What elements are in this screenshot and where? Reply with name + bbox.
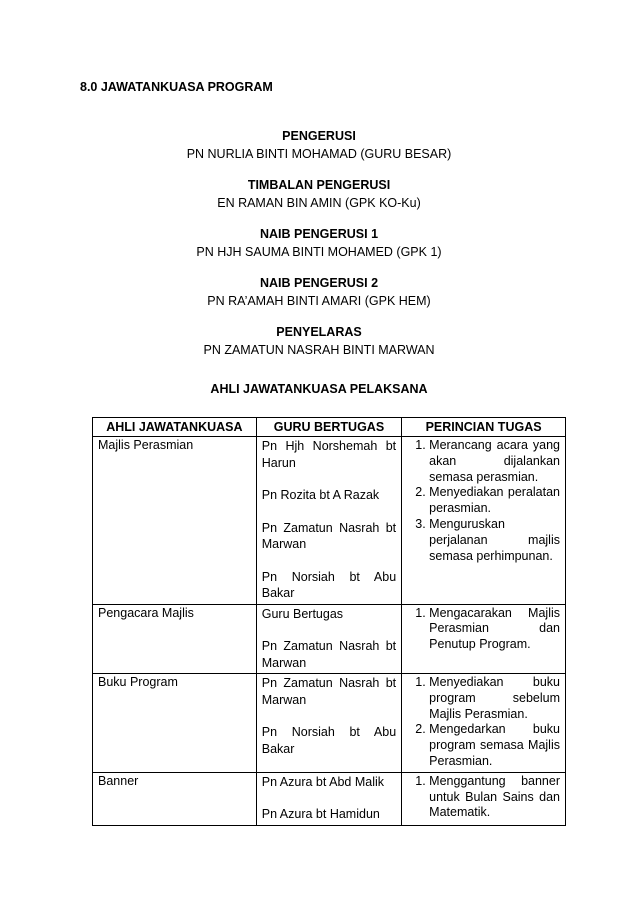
task-list: [407, 675, 560, 770]
committee-cell: Pengacara Majlis: [93, 604, 257, 674]
officer-name: PN HJH SAUMA BINTI MOHAMED (GPK 1): [196, 245, 442, 259]
table-header-row: [93, 418, 566, 437]
table-row: [93, 674, 566, 773]
officer-name: PN ZAMATUN NASRAH BINTI MARWAN: [203, 343, 435, 357]
teachers-cell: [256, 437, 401, 605]
teachers-cell: [256, 674, 401, 773]
column-header-tasks: PERINCIAN TUGAS: [402, 418, 566, 437]
teacher-name: Guru Bertugas: [261, 606, 344, 621]
teacher-name: Pn Hjh Norshemah bt Harun: [261, 439, 397, 470]
officer-role: PENGERUSI: [282, 129, 356, 143]
teacher-name: Pn Azura bt Abd Malik: [261, 774, 385, 789]
officer-role: PENYELARAS: [276, 325, 362, 339]
committee-cell: Buku Program: [93, 674, 257, 773]
committee-table: [92, 417, 566, 826]
teacher-name: Pn Zamatun Nasrah bt Marwan: [261, 639, 397, 670]
tasks-cell: [402, 674, 566, 773]
tasks-cell: [402, 772, 566, 825]
teacher-name: Pn Norsiah bt Abu Bakar: [261, 725, 397, 756]
teacher-name: Pn Rozita bt A Razak: [261, 488, 380, 502]
officer-name: EN RAMAN BIN AMIN (GPK KO-Ku): [217, 196, 421, 210]
table-row: [93, 772, 566, 825]
task-item: 2. Menyediakan peralatan perasmian.: [429, 485, 560, 517]
teacher-name: Pn Azura bt Hamidun: [261, 807, 380, 822]
task-list: [407, 774, 560, 821]
table-row: [93, 604, 566, 674]
officer-vice-chairman-2: [0, 274, 638, 310]
teacher-name: Pn Zamatun Nasrah bt Marwan: [261, 520, 397, 551]
task-item: 1. Menyediakan buku program sebelum Majlis Perasmian.: [429, 675, 560, 722]
teachers-cell: [256, 772, 401, 825]
section-title: 8.0 JAWATANKUASA PROGRAM: [80, 80, 273, 94]
task-list: [407, 438, 560, 564]
table-heading: AHLI JAWATANKUASA PELAKSANA: [210, 382, 428, 396]
officer-coordinator: [0, 323, 638, 359]
officer-role: NAIB PENGERUSI 1: [259, 227, 379, 241]
task-item: 1. Mengacarakan Majlis Perasmian dan Penutup Program.: [429, 606, 560, 653]
officer-name: PN RA’AMAH BINTI AMARI (GPK HEM): [207, 294, 431, 308]
officer-role: TIMBALAN PENGERUSI: [247, 178, 391, 192]
officer-role: NAIB PENGERUSI 2: [259, 276, 379, 290]
task-item: 1. Menggantung banner untuk Bulan Sains dan Matematik.: [429, 774, 560, 821]
committee-cell: Banner: [93, 772, 257, 825]
teacher-name: Pn Norsiah bt Abu Bakar: [261, 569, 397, 600]
teachers-cell: [256, 604, 401, 674]
committee-cell: Majlis Perasmian: [93, 437, 257, 605]
officer-chairman: [0, 127, 638, 163]
officer-name: PN NURLIA BINTI MOHAMAD (GURU BESAR): [186, 147, 452, 161]
officer-vice-chairman-1: [0, 225, 638, 261]
column-header-teachers: GURU BERTUGAS: [256, 418, 401, 437]
teacher-name: Pn Zamatun Nasrah bt Marwan: [261, 676, 397, 707]
column-header-committee: AHLI JAWATANKUASA: [93, 418, 257, 437]
task-item: 1. Merancang acara yang akan dijalankan semasa perasmian.: [429, 438, 560, 485]
officer-list: [0, 127, 638, 372]
task-item: 2. Mengedarkan buku program semasa Majlis Perasmian.: [429, 722, 560, 769]
table-row: [93, 437, 566, 605]
task-list: [407, 606, 560, 653]
task-item: 3. Menguruskan perjalanan majlis semasa perhimpunan.: [429, 517, 560, 564]
officer-deputy-chairman: [0, 176, 638, 212]
tasks-cell: [402, 437, 566, 605]
tasks-cell: [402, 604, 566, 674]
